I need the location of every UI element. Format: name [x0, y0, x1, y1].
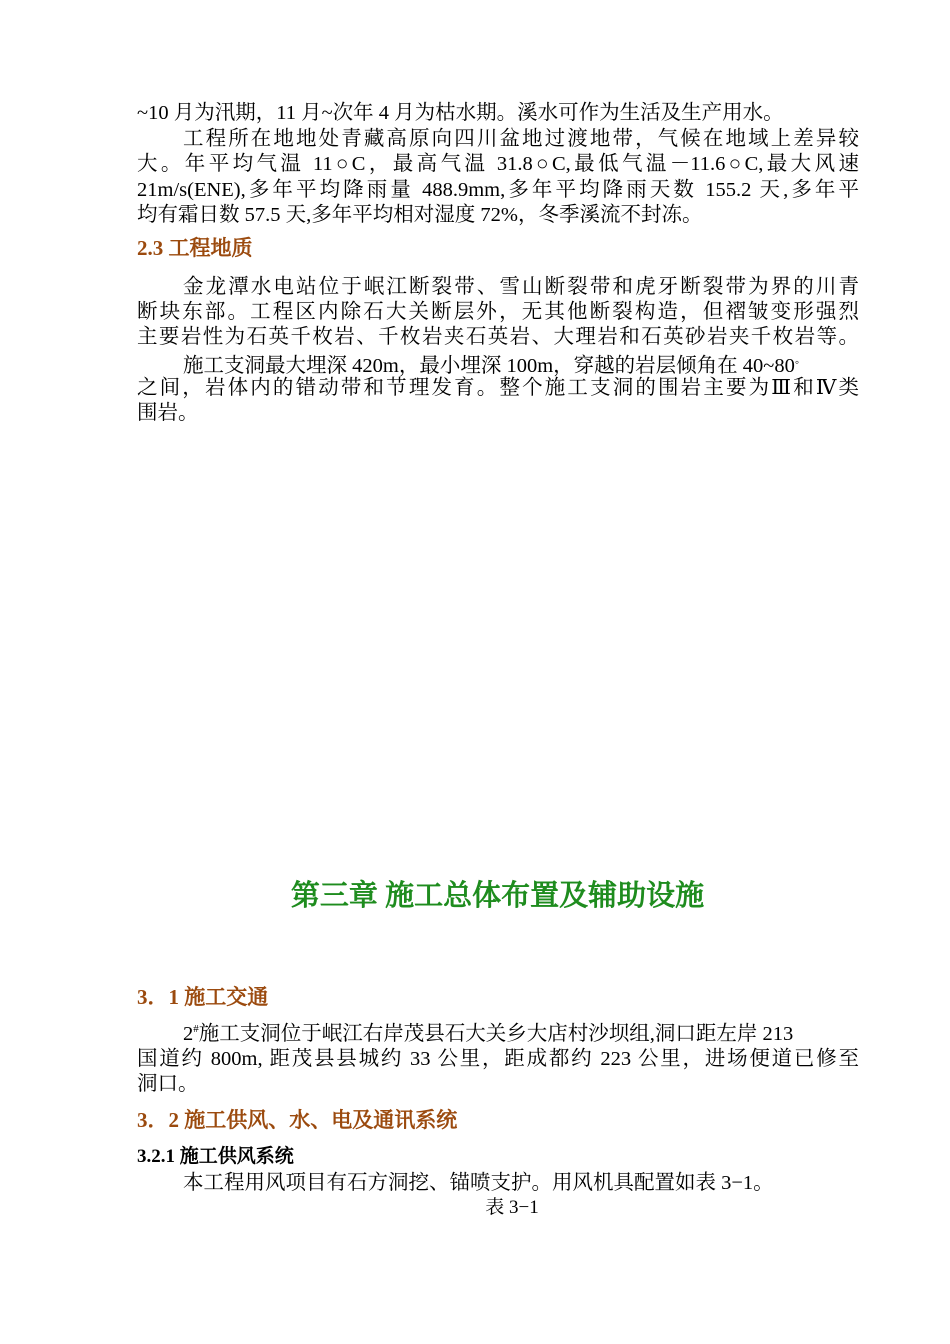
- line-text: 施工支洞最大埋深 420m，最小埋深 100m，穿越的岩层倾角在 40~80: [183, 355, 795, 377]
- paragraph-line: 均有霜日数 57.5 天,多年平均相对湿度 72%，冬季溪流不封冻。: [137, 204, 703, 226]
- paragraph-line: 断块东部。工程区内除石大关断层外，无其他断裂构造，但褶皱变形强烈: [137, 301, 859, 323]
- section-heading-3-1: 3．1 施工交通: [137, 985, 269, 1009]
- table-caption: 表 3−1: [485, 1197, 539, 1218]
- paragraph-line: [183, 1021, 859, 1047]
- degree-mark: ◦: [794, 355, 800, 369]
- paragraph-line: 金龙潭水电站位于岷江断裂带、雪山断裂带和虎牙断裂带为界的川青: [183, 276, 859, 298]
- paragraph-line: 本工程用风项目有石方洞挖、锚喷支护。用风机具配置如表 3−1。: [183, 1172, 774, 1194]
- superscript-mark: #: [193, 1023, 199, 1035]
- paragraph-line: 之间，岩体内的错动带和节理发育。整个施工支洞的围岩主要为Ⅲ和Ⅳ类: [137, 377, 859, 399]
- paragraph-line: 洞口。: [137, 1073, 199, 1095]
- paragraph-line: ~10 月为汛期，11 月~次年 4 月为枯水期。溪水可作为生活及生产用水。: [137, 102, 784, 124]
- section-heading-3-2: 3．2 施工供风、水、电及通讯系统: [137, 1108, 458, 1132]
- paragraph-line: 围岩。: [137, 402, 199, 424]
- paragraph-line: 工程所在地地处青藏高原向四川盆地过渡地带，气候在地域上差异较: [183, 128, 859, 150]
- subsection-heading-3-2-1: 3.2.1 施工供风系统: [137, 1146, 294, 1167]
- section-heading-2-3: 2.3 工程地质: [137, 236, 253, 260]
- line-text: 2: [183, 1023, 194, 1045]
- paragraph-line: 大。年平均气温 11○C，最高气温 31.8○C,最低气温－11.6○C,最大风速: [137, 153, 859, 175]
- paragraph-line: 国道约 800m, 距茂县县城约 33 公里，距成都约 223 公里，进场便道已修至: [137, 1048, 859, 1070]
- paragraph-line: 主要岩性为石英千枚岩、千枚岩夹石英岩、大理岩和石英砂岩夹千枚岩等。: [137, 326, 859, 348]
- chapter-title: 第三章 施工总体布置及辅助设施: [290, 880, 705, 912]
- line-text: 施工支洞位于岷江右岸茂县石大关乡大店村沙坝组,洞口距左岸 213: [198, 1023, 794, 1045]
- paragraph-line: 21m/s(ENE),多年平均降雨量 488.9mm,多年平均降雨天数 155.2 天,多年平: [137, 179, 859, 201]
